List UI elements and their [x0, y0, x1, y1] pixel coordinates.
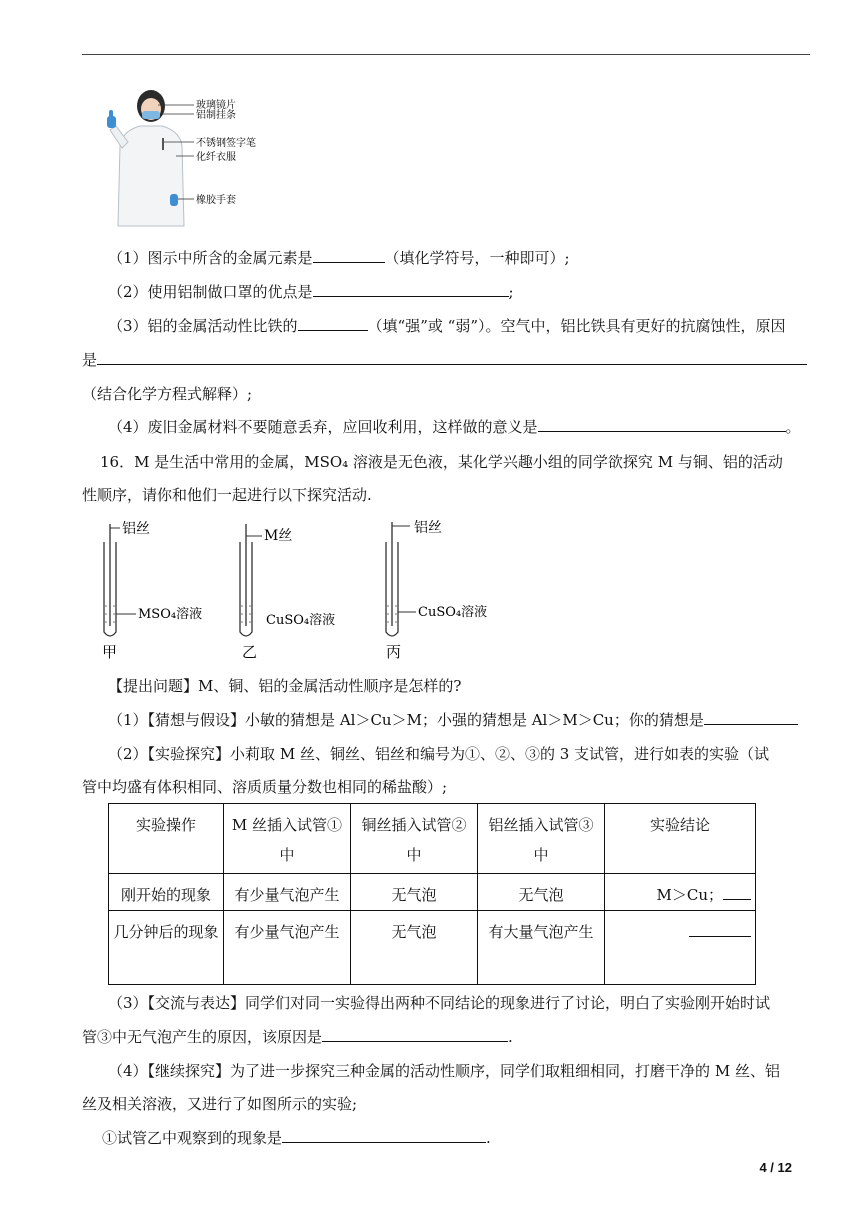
tube-yi-solution-label: CuSO₄溶液: [266, 613, 336, 628]
q16-step4-line1: （4）【继续探究】为了进一步探究三种金属的活动性顺序，同学们取粗细相同，打磨干净的 M 丝、铝: [108, 1062, 780, 1080]
answer-blank[interactable]: [689, 922, 751, 937]
table-cell: 刚开始的现象: [109, 874, 224, 911]
q16-step4-sub1: ①试管乙中观察到的现象是 .: [102, 1129, 491, 1147]
experiment-table: [108, 803, 756, 985]
q16-step3-line2: 管③中无气泡产生的原因，该原因是 .: [82, 1028, 513, 1046]
table-row: [109, 911, 756, 985]
answer-blank[interactable]: [538, 417, 786, 432]
answer-blank[interactable]: [322, 1027, 508, 1042]
q16-step2-line2: 管中均盛有体积相同、溶质质量分数也相同的稀盐酸）;: [82, 778, 448, 796]
test-tube-bing: [386, 520, 487, 661]
table-cell: 无气泡: [351, 874, 478, 911]
lab-coat-figure: [100, 86, 280, 232]
q16-intro-line1: 16．M 是生活中常用的金属，MSO₄ 溶液是无色液，某化学兴趣小组的同学欲探究 M 与铜、铝的活动: [100, 453, 783, 471]
q16-step4-line2: 丝及相关溶液，又进行了如图所示的实验;: [82, 1095, 358, 1113]
table-header: M 丝插入试管①中: [224, 804, 351, 874]
tube-jia-solution-label: MSO₄溶液: [138, 607, 203, 622]
q15-part3-note: （结合化学方程式解释）;: [82, 385, 253, 403]
table-header: 实验结论: [605, 804, 756, 874]
table-cell: 无气泡: [478, 874, 605, 911]
label-gloves: 橡胶手套: [196, 195, 236, 206]
tube-bing-wire-label: 铝丝: [414, 520, 442, 536]
tube-bing-solution-label: CuSO₄溶液: [418, 605, 488, 620]
test-tube-jia: [102, 521, 202, 661]
answer-blank[interactable]: [723, 885, 751, 900]
answer-blank[interactable]: [313, 282, 509, 297]
q16-step2-line1: （2）【实验探究】小莉取 M 丝、铜丝、铝丝和编号为①、②、③的 3 支试管，进行如表的实验（试: [108, 745, 770, 763]
table-cell: 有少量气泡产生: [224, 911, 351, 985]
table-cell: 有少量气泡产生: [224, 874, 351, 911]
table-cell-conclusion: M＞Cu；: [605, 874, 756, 911]
table-row: [109, 874, 756, 911]
table-cell: 无气泡: [351, 911, 478, 985]
q16-step3-line1: （3）【交流与表达】同学们对同一实验得出两种不同结论的现象进行了讨论，明白了实验刚开始时试: [108, 994, 771, 1012]
answer-blank[interactable]: [313, 248, 385, 263]
table-cell: 几分钟后的现象: [109, 911, 224, 985]
q16-intro-line2: 性顺序，请你和他们一起进行以下探究活动.: [82, 486, 372, 504]
tube-bing-name: 丙: [386, 643, 402, 661]
q16-question: 【提出问题】M、铜、铝的金属活动性顺序是怎样的?: [108, 677, 462, 695]
test-tubes-figure: [96, 514, 516, 664]
table-cell-conclusion: [605, 911, 756, 985]
test-tube-yi: [240, 524, 335, 661]
label-glass-lens: 玻璃镜片: [196, 100, 236, 111]
q15-part1: （1）图示中所含的金属元素是 （填化学符号，一种即可）;: [108, 249, 570, 267]
answer-blank[interactable]: [282, 1128, 486, 1143]
tube-yi-wire-label: M丝: [264, 528, 293, 544]
label-aluminum-strip: 铝制挂条: [196, 110, 236, 121]
tube-yi-name: 乙: [242, 643, 258, 661]
answer-blank[interactable]: [298, 316, 368, 331]
tube-jia-name: 甲: [102, 643, 118, 661]
q15-part2: （2）使用铝制做口罩的优点是 ;: [108, 283, 514, 301]
tube-jia-wire-label: 铝丝: [122, 521, 150, 537]
q15-part3-cont: 是: [82, 350, 810, 370]
table-header-row: [109, 804, 756, 874]
table-header: 铜丝插入试管②中: [351, 804, 478, 874]
page-number: 4 / 12: [759, 1160, 792, 1175]
table-cell: 有大量气泡产生: [478, 911, 605, 985]
answer-blank[interactable]: [704, 710, 798, 725]
table-header: 铝丝插入试管③中: [478, 804, 605, 874]
answer-blank[interactable]: [97, 350, 807, 365]
header-rule: [82, 54, 810, 55]
table-header: 实验操作: [109, 804, 224, 874]
q15-part3: （3）铝的金属活动性比铁的 （填“强”或 “弱”）。空气中，铝比铁具有更好的抗腐蚀性，原因: [108, 317, 786, 335]
label-pen: 不锈钢签字笔: [196, 138, 256, 149]
label-clothing: 化纤衣服: [196, 152, 236, 163]
q15-part4: （4）废旧金属材料不要随意丢弃，应回收利用，这样做的意义是 。: [108, 418, 801, 436]
q16-step1: （1）【猜想与假设】小敏的猜想是 Al＞Cu＞M；小强的猜想是 Al＞M＞Cu；你的猜想是: [82, 710, 836, 730]
